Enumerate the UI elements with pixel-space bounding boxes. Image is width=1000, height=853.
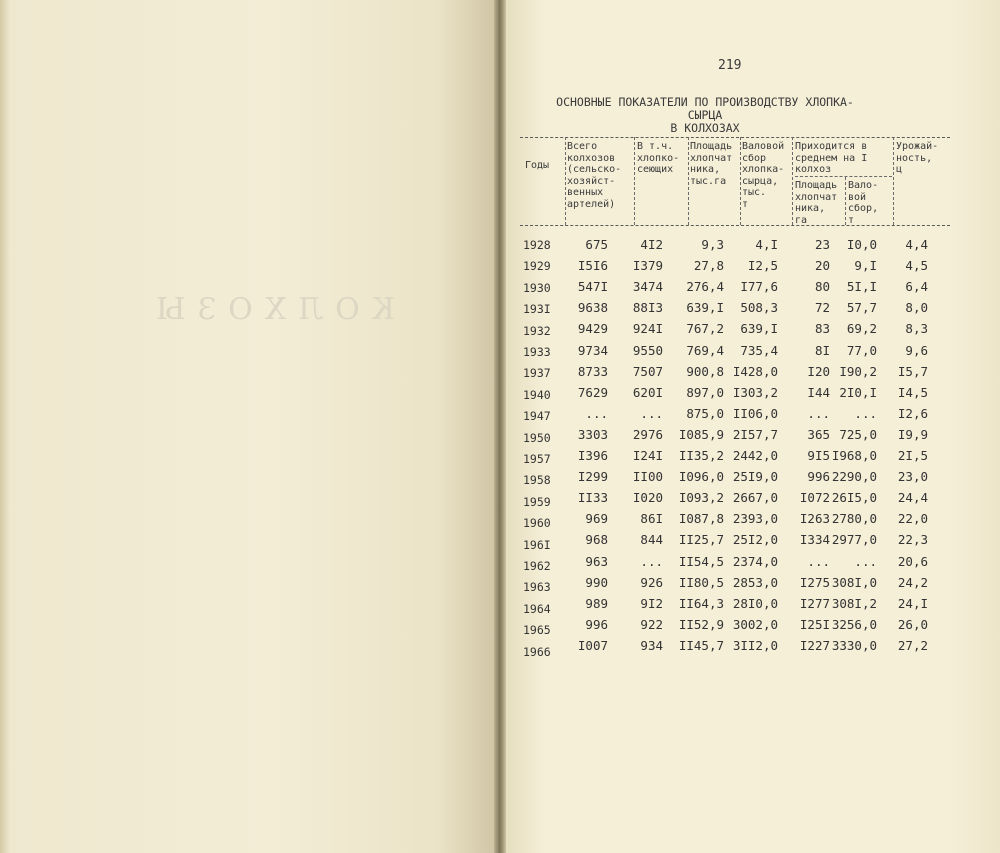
table-cell-yield: I2,6	[897, 405, 928, 421]
table-cell-year: 1950	[523, 430, 551, 445]
table-cell-per-area: I227	[799, 637, 830, 653]
table-cell-area: 897,0	[686, 384, 724, 400]
table-cell-year: 1940	[523, 387, 551, 402]
table-cell-area: I093,2	[678, 490, 724, 506]
table-cell-gross: 2374,0	[732, 553, 778, 569]
left-page	[0, 0, 498, 853]
table-cell-yield: 23,0	[897, 469, 928, 485]
header-total-kolkhozes: Всего колхозов (сельско- хозяйст- венных артелей)	[567, 141, 622, 210]
table-cell-cotton: I24I	[632, 448, 663, 463]
table-cell-cotton: ...	[640, 405, 663, 421]
table-cell-yield: 4,4	[905, 237, 928, 252]
table-cell-total: II33	[577, 490, 608, 506]
table-cell-cotton: 844	[640, 532, 663, 548]
header-gross-harvest: Валовой сбор хлопка- сырца, тыс. т	[742, 141, 785, 210]
table-cell-gross: 735,4	[740, 342, 778, 358]
header-per-kolkhoz: Приходится в среднем на I колхоз	[795, 141, 868, 175]
table-cell-per-gross: 3330,0	[831, 637, 877, 653]
table-cell-per-gross: 26I5,0	[831, 490, 877, 506]
table-cell-gross: 639,I	[740, 321, 778, 337]
table-cell-area: 9,3	[701, 237, 724, 252]
table-cell-area: II80,5	[678, 574, 724, 590]
table-cell-total: 675	[585, 237, 608, 252]
table-cell-gross: 3II2,0	[732, 637, 778, 653]
table-title-line-1: ОСНОВНЫЕ ПОКАЗАТЕЛИ ПО ПРОИЗВОДСТВУ ХЛОПКА-СЫРЦА	[556, 95, 854, 122]
table-cell-yield: 20,6	[897, 553, 928, 569]
table-cell-total: 969	[585, 511, 608, 527]
table-cell-total: 3303	[577, 426, 608, 442]
table-cell-cotton: 7507	[632, 363, 663, 379]
table-cell-gross: 3002,0	[732, 616, 778, 632]
table-cell-yield: 22,3	[897, 532, 928, 548]
table-cell-yield: 26,0	[897, 616, 928, 632]
column-divider	[792, 137, 793, 225]
table-cell-gross: 25I9,0	[732, 469, 778, 485]
subheader-rule	[795, 176, 892, 177]
table-cell-total: 7629	[577, 384, 608, 400]
table-cell-gross: 4,I	[755, 237, 778, 252]
table-cell-area: II45,7	[678, 637, 724, 653]
table-cell-total: 963	[585, 553, 608, 569]
table-cell-per-area: 9I5	[807, 448, 830, 463]
table-cell-year: 1959	[523, 494, 551, 509]
header-cotton-growing: В т.ч. хлопко- сеющих	[637, 141, 680, 175]
table-cell-per-gross: 2977,0	[831, 532, 877, 548]
table-cell-per-area: ...	[807, 405, 830, 421]
table-cell-gross: 508,3	[740, 300, 778, 316]
table-cell-yield: 8,0	[905, 300, 928, 316]
table-cell-per-gross: I968,0	[831, 448, 877, 463]
table-cell-area: I087,8	[678, 511, 724, 527]
table-cell-year: 1937	[523, 366, 551, 381]
table-cell-area: II52,9	[678, 616, 724, 632]
table-cell-yield: I5,7	[897, 363, 928, 379]
table-cell-per-gross: 69,2	[846, 321, 877, 337]
table-cell-yield: 6,4	[905, 279, 928, 295]
table-cell-per-gross: 9,I	[854, 258, 877, 274]
table-cell-per-area: 23	[814, 237, 830, 252]
table-cell-year: 1932	[523, 323, 551, 338]
page-number: 219	[718, 58, 742, 73]
table-cell-total: 8733	[577, 363, 608, 379]
table-cell-per-area: I263	[799, 511, 830, 527]
table-cell-year: 1929	[523, 259, 551, 274]
table-cell-area: 900,8	[686, 363, 724, 379]
table-cell-yield: 22,0	[897, 511, 928, 527]
column-divider	[893, 137, 894, 225]
table-cell-cotton: 620I	[632, 384, 663, 400]
table-cell-area: I096,0	[678, 469, 724, 485]
table-cell-total: 9429	[577, 321, 608, 337]
table-cell-total: 996	[585, 616, 608, 632]
table-cell-cotton: 2976	[632, 426, 663, 442]
table-cell-area: 27,8	[693, 258, 724, 274]
table-cell-per-area: I275	[799, 574, 830, 590]
table-cell-year: 1966	[523, 644, 551, 659]
table-cell-per-area: 80	[814, 279, 830, 295]
table-cell-total: 9734	[577, 342, 608, 358]
table-cell-gross: 2442,0	[732, 448, 778, 463]
table-cell-gross: 2393,0	[732, 511, 778, 527]
table-cell-gross: II06,0	[732, 405, 778, 421]
table-cell-area: 875,0	[686, 405, 724, 421]
table-cell-per-area: 365	[807, 426, 830, 442]
table-cell-gross: I2,5	[747, 258, 778, 274]
table-cell-total: I396	[577, 448, 608, 463]
table-cell-cotton: II00	[632, 469, 663, 485]
table-cell-yield: I9,9	[897, 426, 928, 442]
table-cell-year: 1958	[523, 473, 551, 488]
table-cell-total: I007	[577, 637, 608, 653]
table-cell-total: 547I	[577, 279, 608, 295]
table-cell-year: 196I	[523, 537, 551, 552]
table-cell-yield: 24,I	[897, 595, 928, 611]
table-cell-year: 1962	[523, 559, 551, 573]
table-cell-year: 1960	[523, 516, 551, 531]
table-cell-area: II64,3	[678, 595, 724, 611]
table-cell-per-gross: ...	[854, 405, 877, 421]
table-cell-area: 769,4	[686, 342, 724, 358]
table-cell-year: 1947	[523, 409, 551, 424]
table-cell-cotton: 926	[640, 574, 663, 590]
table-cell-cotton: 88I3	[632, 300, 663, 316]
table-cell-year: 193I	[523, 302, 551, 317]
table-cell-per-gross: 5I,I	[846, 279, 877, 295]
table-cell-yield: I4,5	[897, 384, 928, 400]
table-cell-gross: 2I57,7	[732, 426, 778, 442]
table-cell-year: 1965	[523, 623, 551, 638]
table-cell-area: II35,2	[678, 448, 724, 463]
table-title-line-2: В КОЛХОЗАХ	[670, 121, 740, 135]
table-cell-gross: I77,6	[740, 279, 778, 295]
table-cell-per-gross: 308I,2	[831, 595, 877, 611]
table-cell-cotton: 3474	[632, 279, 663, 295]
table-cell-year: 1964	[523, 601, 551, 616]
table-cell-per-gross: ...	[854, 553, 877, 569]
table-cell-cotton: 934	[640, 637, 663, 653]
header-yield: Урожай- ность, ц	[896, 141, 939, 175]
header-per-kolkhoz-area: Площадь хлопчат ника, га	[795, 180, 838, 226]
table-cell-yield: 24,4	[897, 490, 928, 506]
table-cell-per-gross: I90,2	[839, 363, 877, 379]
table-cell-yield: 27,2	[897, 637, 928, 653]
table-cell-area: 639,I	[686, 300, 724, 316]
table-cell-year: 1928	[523, 238, 551, 252]
header-bottom-rule	[520, 225, 950, 226]
table-cell-per-gross: 308I,0	[831, 574, 877, 590]
table-cell-gross: I303,2	[732, 384, 778, 400]
table-cell-area: II54,5	[678, 553, 724, 569]
table-cell-per-area: I072	[799, 490, 830, 506]
table-cell-gross: 28I0,0	[732, 595, 778, 611]
table-cell-gross: 2667,0	[732, 490, 778, 506]
table-cell-cotton: ...	[640, 553, 663, 569]
table-cell-cotton: 924I	[632, 321, 663, 337]
table-cell-total: 9638	[577, 300, 608, 316]
table-cell-per-gross: 2I0,I	[839, 384, 877, 400]
table-cell-cotton: I379	[632, 258, 663, 274]
table-cell-per-area: ...	[807, 553, 830, 569]
table-cell-area: I085,9	[678, 426, 724, 442]
table-cell-per-gross: 2290,0	[831, 469, 877, 485]
table-cell-yield: 9,6	[905, 342, 928, 358]
table-cell-yield: 24,2	[897, 574, 928, 590]
table-cell-per-area: I44	[807, 384, 830, 400]
column-divider	[565, 137, 566, 225]
table-cell-cotton: 86I	[640, 511, 663, 527]
table-cell-year: 1933	[523, 345, 551, 359]
table-cell-total: 989	[585, 595, 608, 611]
table-cell-yield: 4,5	[905, 258, 928, 274]
column-divider	[740, 137, 741, 225]
header-cotton-area: Площадь хлопчат ника, тыс.га	[690, 141, 733, 187]
table-cell-per-gross: 3256,0	[831, 616, 877, 632]
table-cell-per-area: 996	[807, 469, 830, 485]
column-divider	[688, 137, 689, 225]
header-top-rule	[520, 137, 950, 138]
table-cell-yield: 2I,5	[897, 448, 928, 463]
table-cell-year: 1957	[523, 452, 551, 466]
table-cell-yield: 8,3	[905, 321, 928, 337]
table-cell-per-area: I334	[799, 532, 830, 548]
table-cell-cotton: 922	[640, 616, 663, 632]
header-per-kolkhoz-gross: Вало- вой сбор, т	[848, 180, 879, 226]
table-cell-gross: 2853,0	[732, 574, 778, 590]
table-cell-per-area: I277	[799, 595, 830, 611]
table-cell-cotton: I020	[632, 490, 663, 506]
table-cell-cotton: 4I2	[640, 237, 663, 252]
table-cell-gross: 25I2,0	[732, 532, 778, 548]
table-cell-total: 990	[585, 574, 608, 590]
table-cell-area: 276,4	[686, 279, 724, 295]
column-divider	[845, 177, 846, 225]
table-cell-area: II25,7	[678, 532, 724, 548]
table-cell-per-gross: I0,0	[846, 237, 877, 252]
table-cell-per-area: 20	[814, 258, 830, 274]
table-cell-per-gross: 77,0	[846, 342, 877, 358]
table-title	[540, 96, 870, 135]
table-cell-per-gross: 57,7	[846, 300, 877, 316]
table-cell-year: 1963	[523, 580, 551, 595]
table-cell-per-gross: 725,0	[839, 426, 877, 442]
table-cell-total: I5I6	[577, 258, 608, 274]
header-years: Годы	[525, 160, 550, 171]
table-cell-per-area: 72	[814, 300, 830, 316]
table-cell-total: ...	[585, 405, 608, 421]
table-cell-total: I299	[577, 469, 608, 485]
table-cell-cotton: 9550	[632, 342, 663, 358]
table-cell-per-area: 83	[814, 321, 830, 337]
table-cell-per-area: 8I	[814, 342, 830, 358]
table-cell-per-gross: 2780,0	[831, 511, 877, 527]
table-cell-cotton: 9I2	[640, 595, 663, 611]
table-cell-per-area: I20	[807, 363, 830, 379]
table-cell-gross: I428,0	[732, 363, 778, 379]
faded-section-title: КОЛХОЗЫ	[143, 292, 395, 327]
table-cell-per-area: I25I	[799, 616, 830, 632]
table-cell-total: 968	[585, 532, 608, 548]
table-cell-area: 767,2	[686, 321, 724, 337]
table-cell-year: 1930	[523, 280, 551, 295]
column-divider	[634, 137, 635, 225]
